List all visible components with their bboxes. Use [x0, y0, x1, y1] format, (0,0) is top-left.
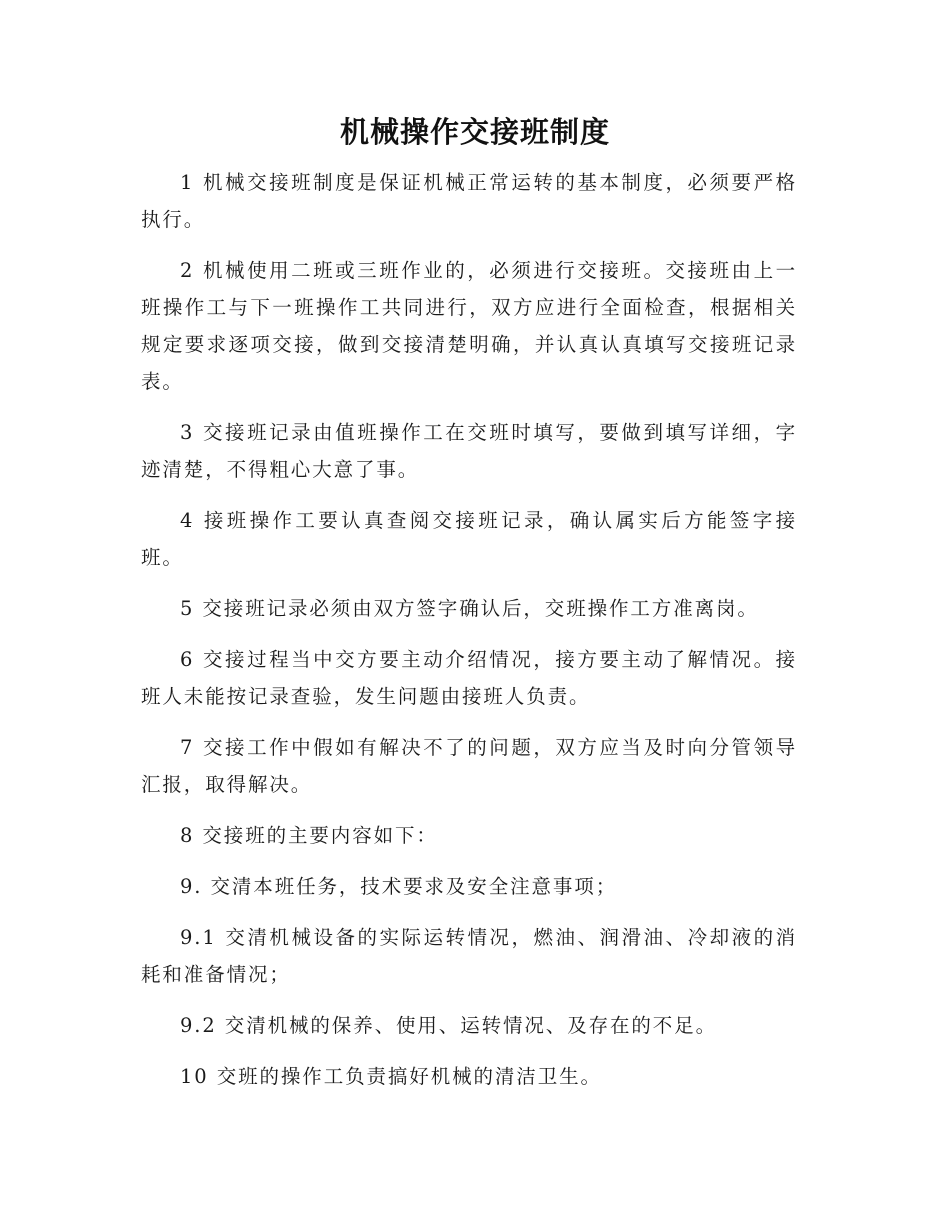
- paragraph-4: 4 接班操作工要认真查阅交接班记录，确认属实后方能签字接班。: [141, 509, 797, 569]
- document-body: [141, 164, 797, 1109]
- paragraph-9-2: 9.2 交清机械的保养、使用、运转情况、及存在的不足。: [180, 1014, 718, 1037]
- paragraph-5: 5 交接班记录必须由双方签字确认后，交班操作工方准离岗。: [180, 597, 759, 620]
- paragraph-9: 9. 交清本班任务，技术要求及安全注意事项；: [180, 875, 618, 898]
- paragraph-6: 6 交接过程当中交方要主动介绍情况，接方要主动了解情况。接班人未能按记录查验，发生问题由接班人负责。: [141, 648, 797, 708]
- paragraph-2: 2 机械使用二班或三班作业的，必须进行交接班。交接班由上一班操作工与下一班操作工共同进行，双方应进行全面检查，根据相关规定要求逐项交接，做到交接清楚明确，并认真认真填写交接班记录表。: [141, 259, 797, 393]
- document-title: 机械操作交接班制度: [339, 115, 610, 149]
- paragraph-1: 1 机械交接班制度是保证机械正常运转的基本制度，必须要严格执行。: [141, 171, 797, 231]
- paragraph-7: 7 交接工作中假如有解决不了的问题，双方应当及时向分管领导汇报，取得解决。: [141, 736, 797, 796]
- paragraph-9-1: 9.1 交清机械设备的实际运转情况，燃油、润滑油、冷却液的消耗和准备情况；: [141, 926, 797, 986]
- paragraph-8: 8 交接班的主要内容如下：: [180, 824, 438, 847]
- paragraph-3: 3 交接班记录由值班操作工在交班时填写，要做到填写详细，字迹清楚，不得粗心大意了事。: [141, 421, 797, 481]
- paragraph-10: 10 交班的操作工负责搞好机械的清洁卫生。: [180, 1065, 602, 1088]
